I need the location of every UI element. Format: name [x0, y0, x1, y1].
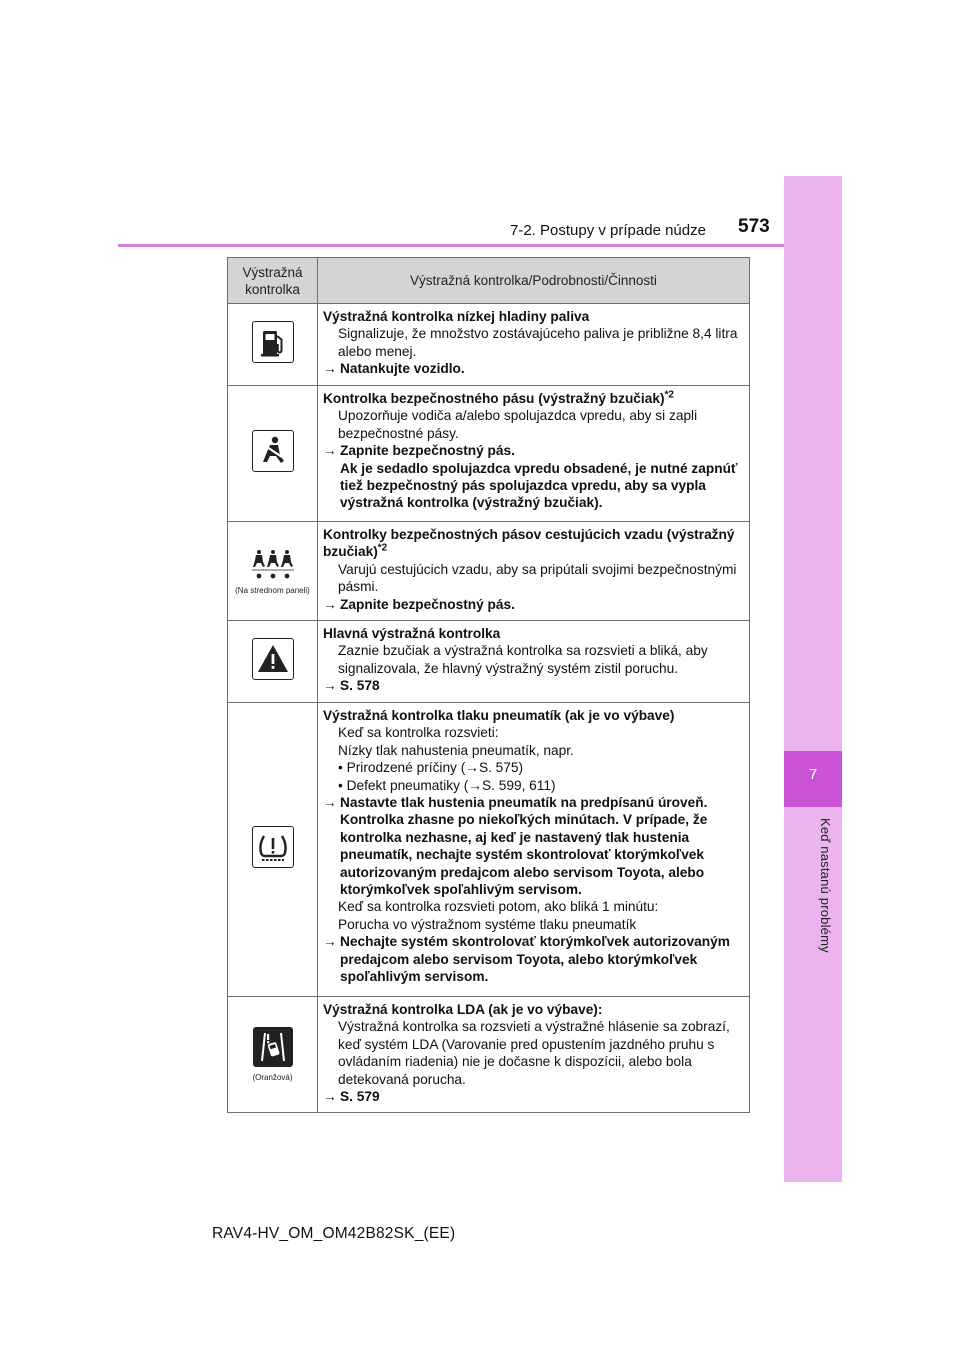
column-header-icon: Výstražná kontrolka — [228, 258, 318, 304]
details-cell — [318, 304, 750, 386]
warning-description: Zaznie bzučiak a výstražná kontrolka sa rozsvieti a bliká, aby signalizovala, že hlavný výstražný systém zistil poruchu. — [338, 643, 708, 676]
warning-note: Ak je sedadlo spolujazdca vpredu obsadené, je nutné zapnúť tiež bezpečnostný pás spolujazdca vpredu, aby sa vypla výstražná kontrolka (výstražný bzučiak). — [340, 460, 738, 511]
icon-cell — [228, 522, 318, 621]
arrow: → — [323, 443, 337, 459]
warning-title: Výstražná kontrolka tlaku pneumatík (ak je vo výbave) — [323, 708, 675, 723]
table-row — [228, 304, 750, 386]
table-row — [228, 703, 750, 997]
side-tab-upper — [784, 176, 842, 751]
warning-description: Výstražná kontrolka sa rozsvieti a výstražné hlásenie sa zobrazí, keď systém LDA (Varovanie pred opustením jazdného pruhu s ovládaním riadenia) nie je dočasne k dispozícii, alebo bola detekovaná porucha. — [338, 1019, 730, 1087]
cause-list-item: • Prirodzené príčiny (→S. 575) — [338, 760, 524, 776]
details-cell — [318, 703, 750, 997]
action-text: Nastavte tlak hustenia pneumatík na predpísanú úroveň. Kontrolka zhasne po niekoľkých minútach. V prípade, že kontrolka nezhasne, aj keď je nastavený tlak hustenia pneumatík, nechajte systém skontrolovať ktorýmkoľvek autorizovaným predajcom alebo servisom Toyota, alebo ktorýmkoľvek spoľahlivým servisom. — [340, 795, 708, 898]
column-header-details: Výstražná kontrolka/Podrobnosti/Činnosti — [318, 258, 750, 304]
icon-cell — [228, 997, 318, 1113]
warning-description: Porucha vo výstražnom systéme tlaku pneumatík — [338, 916, 637, 932]
warning-action — [323, 933, 746, 985]
tire-pressure-icon — [252, 826, 294, 868]
action-link[interactable]: S. 578 — [340, 678, 380, 694]
icon-cell — [228, 386, 318, 522]
warning-action — [323, 794, 746, 898]
seatbelt-icon — [252, 430, 294, 472]
warning-description: Nízky tlak nahustenia pneumatík, napr. — [338, 742, 574, 758]
warning-description: Signalizuje, že množstvo zostávajúceho paliva je približne 8,4 litra alebo menej. — [338, 326, 738, 359]
lda-icon — [253, 1027, 293, 1067]
icon-cell — [228, 621, 318, 703]
warning-description: Keď sa kontrolka rozsvieti: — [338, 725, 499, 741]
warning-title — [323, 390, 746, 407]
warning-description: Upozorňuje vodiča a/alebo spolujazdca vpredu, aby si zapli bezpečnostné pásy. — [338, 408, 698, 441]
master-warning-icon — [252, 638, 294, 680]
warning-title: Hlavná výstražná kontrolka — [323, 626, 501, 641]
warning-description: Varujú cestujúcich vzadu, aby sa pripútali svojimi bezpečnostnými pásmi. — [338, 561, 737, 595]
warning-title: Výstražná kontrolka LDA (ak je vo výbave): — [323, 1002, 603, 1017]
footnote-ref: *2 — [377, 542, 388, 554]
rear-seatbelts-icon — [250, 548, 296, 585]
warning-description: Keď sa kontrolka rozsvieti potom, ako bliká 1 minútu: — [338, 899, 659, 915]
warning-lights-table — [227, 257, 750, 1113]
document-id: RAV4-HV_OM_OM42B82SK_(EE) — [212, 1225, 456, 1242]
warning-action — [323, 1088, 746, 1105]
warning-title: Výstražná kontrolka nízkej hladiny paliva — [323, 309, 590, 324]
icon-cell — [228, 304, 318, 386]
warning-action — [323, 596, 746, 613]
details-cell — [318, 621, 750, 703]
table-row — [228, 522, 750, 621]
icon-caption: (Oranžová) — [252, 1073, 293, 1082]
icon-cell — [228, 703, 318, 997]
chapter-label: Keď nastanú problémy — [818, 818, 833, 953]
warning-title-text: Kontrolky bezpečnostných pásov cestujúcich vzadu (výstražný bzučiak) — [323, 527, 735, 560]
details-cell — [318, 386, 750, 522]
warning-title — [323, 526, 746, 561]
warning-action — [323, 442, 746, 459]
warning-title-text: Kontrolka bezpečnostného pásu (výstražný bzučiak) — [323, 391, 665, 406]
action-text: Zapnite bezpečnostný pás. — [340, 596, 515, 612]
action-text: Zapnite bezpečnostný pás. — [340, 443, 515, 459]
arrow: → — [323, 795, 337, 811]
table-row — [228, 621, 750, 703]
table-row — [228, 386, 750, 522]
cause-list-item: • Defekt pneumatiky (→S. 599, 611) — [338, 777, 556, 793]
icon-caption: (Na strednom paneli) — [235, 585, 310, 595]
table-row — [228, 997, 750, 1113]
action-text: Natankujte vozidlo. — [340, 361, 465, 377]
fuel-pump-icon — [252, 321, 294, 363]
arrow: → — [323, 934, 337, 950]
page-number: 573 — [738, 216, 770, 237]
details-cell — [318, 522, 750, 621]
chapter-number: 7 — [808, 766, 818, 783]
footnote-ref: *2 — [664, 389, 674, 401]
action-text: Nechajte systém skontrolovať ktorýmkoľvek autorizovaným predajcom alebo servisom Toyota, alebo ktorýmkoľvek spoľahlivým servisom. — [340, 934, 730, 985]
action-link[interactable]: S. 579 — [340, 1089, 380, 1105]
warning-action — [323, 360, 746, 377]
arrow: → — [323, 1089, 337, 1105]
arrow: → — [323, 596, 337, 612]
section-title: 7-2. Postupy v prípade núdze — [510, 222, 706, 239]
header-rule — [118, 244, 784, 247]
arrow: → — [323, 678, 337, 694]
arrow: → — [323, 361, 337, 377]
details-cell — [318, 997, 750, 1113]
warning-action — [323, 677, 746, 694]
table-header-row — [228, 258, 750, 304]
